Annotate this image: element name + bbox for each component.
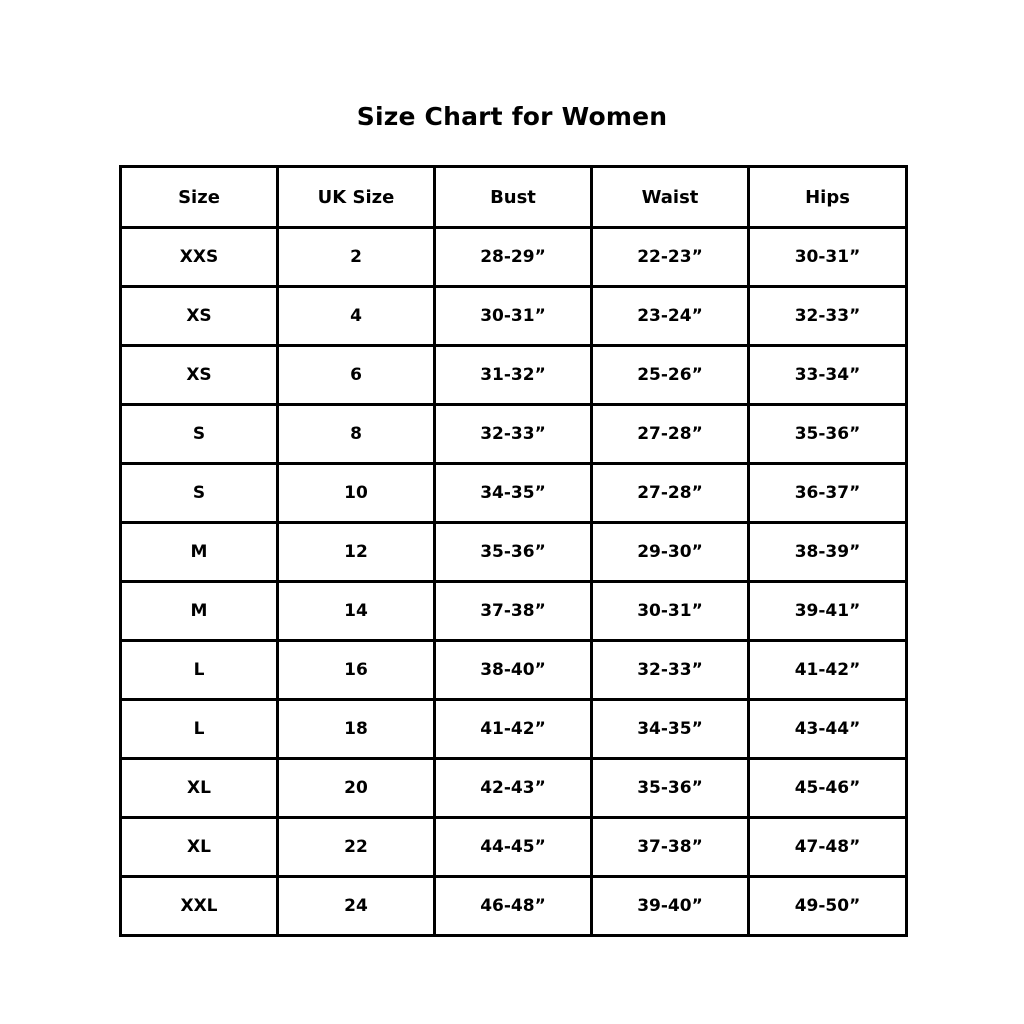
cell-size: XL xyxy=(121,759,278,818)
table-row xyxy=(121,405,907,464)
cell-size: XXS xyxy=(121,228,278,287)
column-header-size: Size xyxy=(121,167,278,228)
cell-waist: 34-35” xyxy=(592,700,749,759)
cell-hips: 35-36” xyxy=(749,405,907,464)
cell-size: XS xyxy=(121,287,278,346)
cell-uk-size: 20 xyxy=(278,759,435,818)
cell-bust: 31-32” xyxy=(435,346,592,405)
table-row xyxy=(121,700,907,759)
cell-uk-size: 12 xyxy=(278,523,435,582)
cell-uk-size: 24 xyxy=(278,877,435,936)
cell-uk-size: 8 xyxy=(278,405,435,464)
cell-hips: 38-39” xyxy=(749,523,907,582)
cell-bust: 42-43” xyxy=(435,759,592,818)
cell-waist: 35-36” xyxy=(592,759,749,818)
cell-hips: 36-37” xyxy=(749,464,907,523)
table-row xyxy=(121,582,907,641)
cell-hips: 41-42” xyxy=(749,641,907,700)
cell-bust: 37-38” xyxy=(435,582,592,641)
cell-waist: 39-40” xyxy=(592,877,749,936)
cell-size: XS xyxy=(121,346,278,405)
cell-waist: 32-33” xyxy=(592,641,749,700)
cell-waist: 25-26” xyxy=(592,346,749,405)
cell-bust: 38-40” xyxy=(435,641,592,700)
table-header-row xyxy=(121,167,907,228)
cell-waist: 27-28” xyxy=(592,464,749,523)
column-header-hips: Hips xyxy=(749,167,907,228)
cell-waist: 27-28” xyxy=(592,405,749,464)
cell-bust: 34-35” xyxy=(435,464,592,523)
page-title: Size Chart for Women xyxy=(356,102,668,131)
cell-hips: 49-50” xyxy=(749,877,907,936)
cell-size: S xyxy=(121,405,278,464)
cell-uk-size: 6 xyxy=(278,346,435,405)
cell-uk-size: 4 xyxy=(278,287,435,346)
cell-hips: 45-46” xyxy=(749,759,907,818)
cell-waist: 29-30” xyxy=(592,523,749,582)
cell-hips: 47-48” xyxy=(749,818,907,877)
table-row xyxy=(121,641,907,700)
table-body xyxy=(121,228,907,936)
cell-uk-size: 22 xyxy=(278,818,435,877)
table-row xyxy=(121,818,907,877)
table-row xyxy=(121,228,907,287)
size-chart-table-wrapper xyxy=(119,165,905,937)
table-row xyxy=(121,877,907,936)
cell-bust: 28-29” xyxy=(435,228,592,287)
cell-waist: 23-24” xyxy=(592,287,749,346)
cell-hips: 43-44” xyxy=(749,700,907,759)
cell-uk-size: 2 xyxy=(278,228,435,287)
size-chart-table xyxy=(119,165,908,937)
cell-bust: 30-31” xyxy=(435,287,592,346)
table-row xyxy=(121,464,907,523)
cell-size: L xyxy=(121,641,278,700)
table-row xyxy=(121,759,907,818)
cell-uk-size: 18 xyxy=(278,700,435,759)
cell-hips: 39-41” xyxy=(749,582,907,641)
table-row xyxy=(121,287,907,346)
cell-uk-size: 16 xyxy=(278,641,435,700)
cell-bust: 41-42” xyxy=(435,700,592,759)
cell-waist: 22-23” xyxy=(592,228,749,287)
cell-uk-size: 10 xyxy=(278,464,435,523)
cell-hips: 33-34” xyxy=(749,346,907,405)
cell-bust: 44-45” xyxy=(435,818,592,877)
cell-size: M xyxy=(121,582,278,641)
table-header xyxy=(121,167,907,228)
cell-hips: 32-33” xyxy=(749,287,907,346)
cell-hips: 30-31” xyxy=(749,228,907,287)
table-row xyxy=(121,523,907,582)
cell-waist: 30-31” xyxy=(592,582,749,641)
table-row xyxy=(121,346,907,405)
column-header-uk-size: UK Size xyxy=(278,167,435,228)
cell-bust: 32-33” xyxy=(435,405,592,464)
column-header-waist: Waist xyxy=(592,167,749,228)
cell-waist: 37-38” xyxy=(592,818,749,877)
cell-uk-size: 14 xyxy=(278,582,435,641)
cell-bust: 35-36” xyxy=(435,523,592,582)
column-header-bust: Bust xyxy=(435,167,592,228)
cell-size: S xyxy=(121,464,278,523)
cell-size: XL xyxy=(121,818,278,877)
cell-size: XXL xyxy=(121,877,278,936)
cell-size: M xyxy=(121,523,278,582)
cell-size: L xyxy=(121,700,278,759)
cell-bust: 46-48” xyxy=(435,877,592,936)
